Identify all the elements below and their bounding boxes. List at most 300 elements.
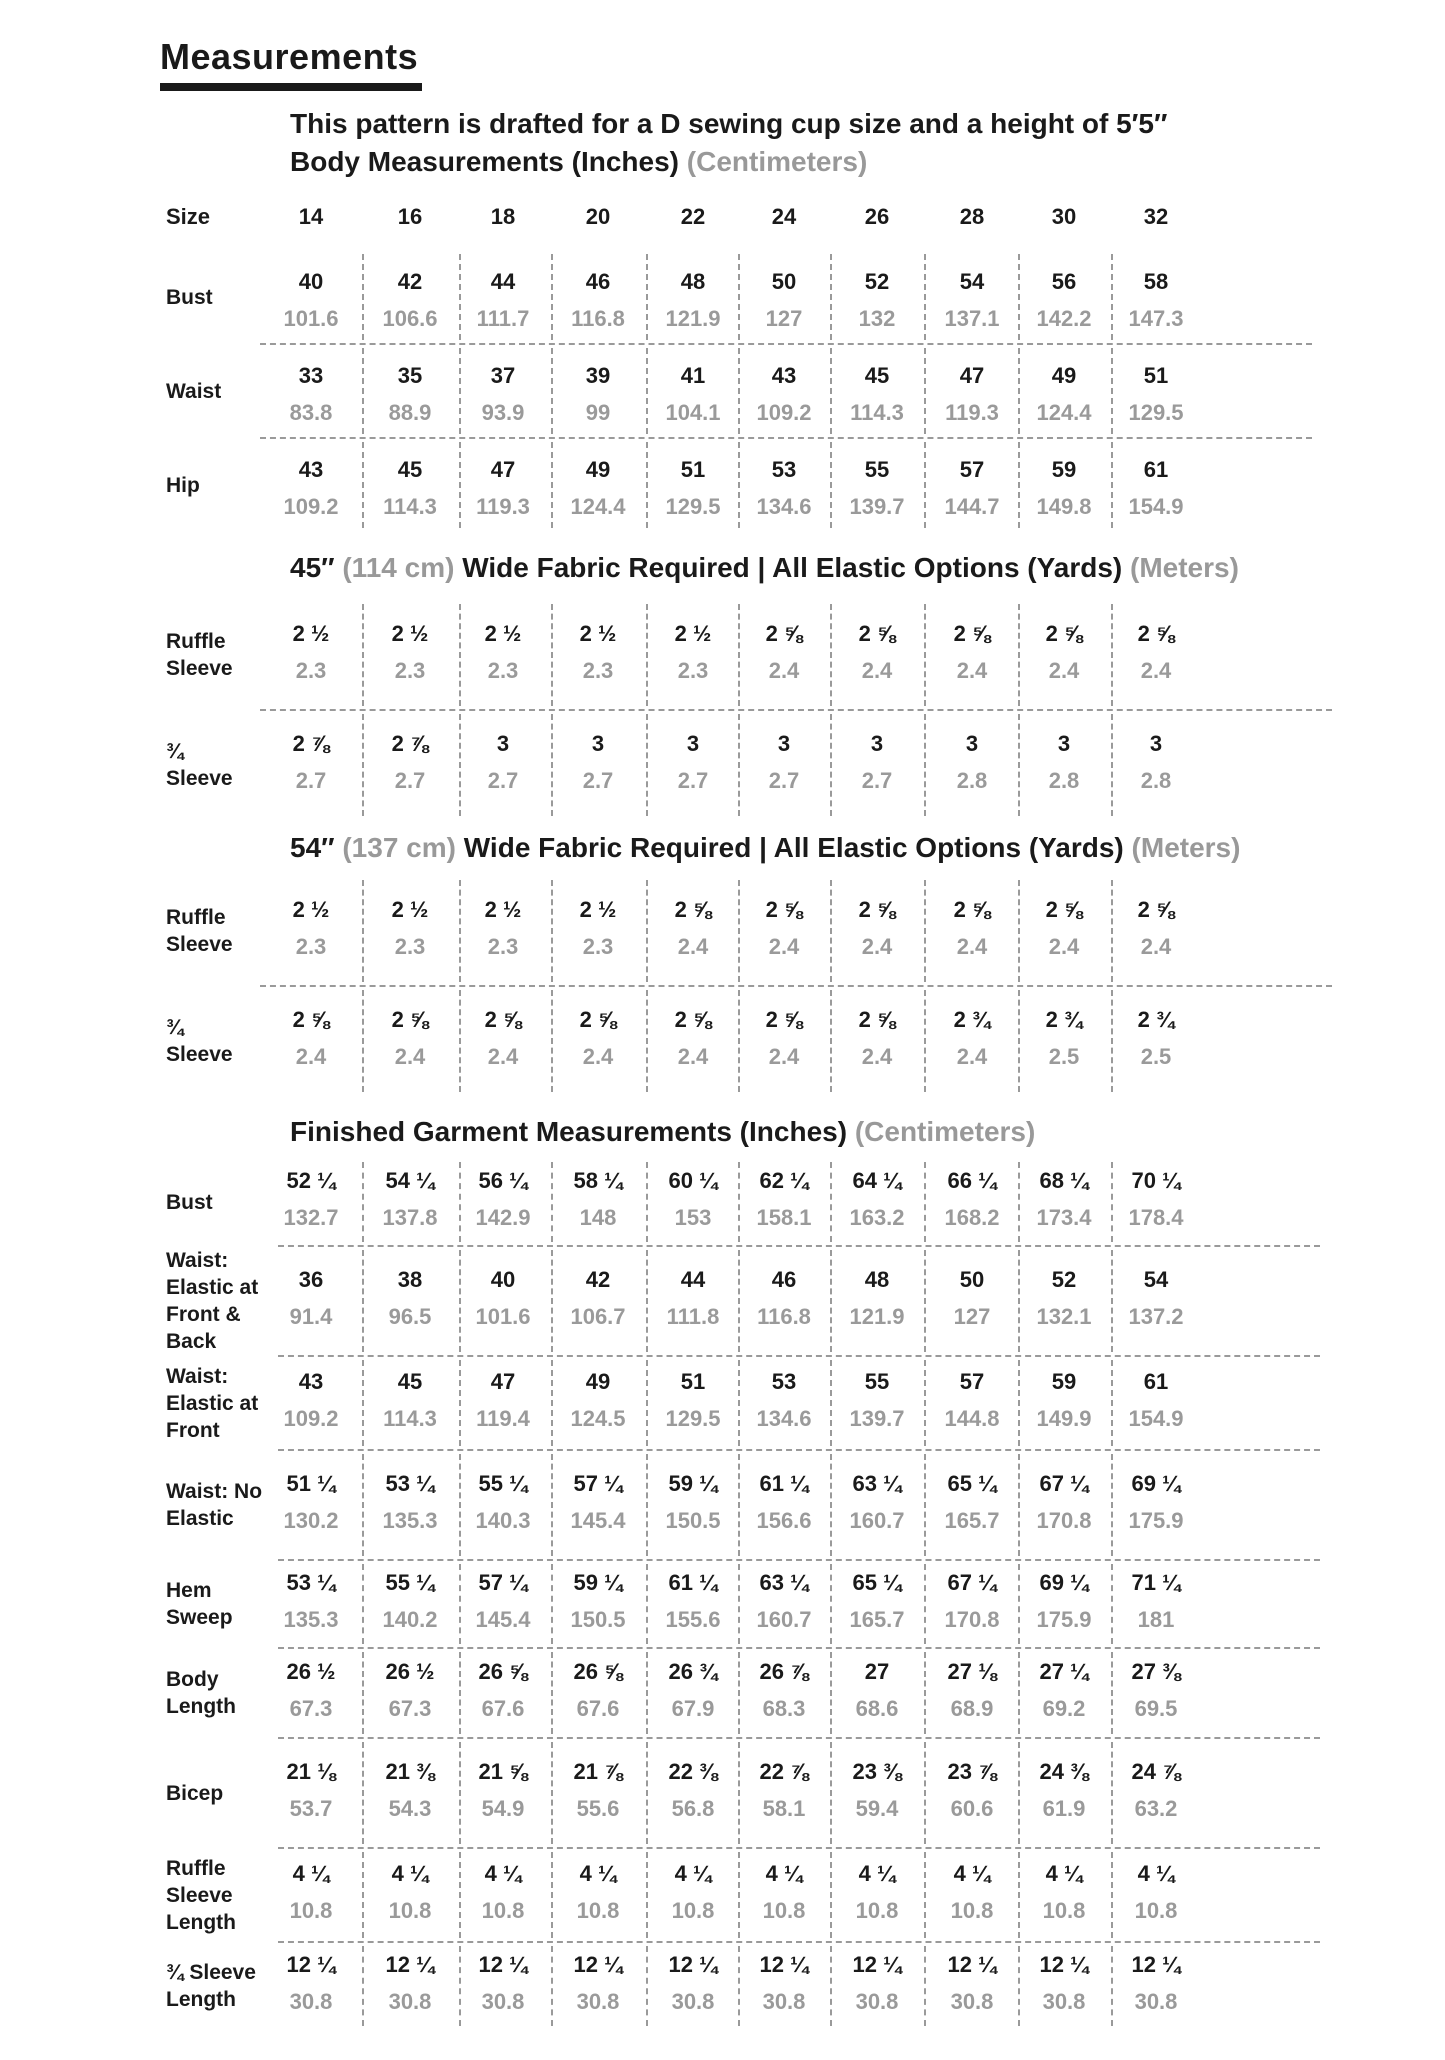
column-divider: [646, 880, 648, 982]
value-imperial: 22 ⅜: [668, 1759, 718, 1784]
column-divider: [646, 714, 648, 816]
value-imperial: 23 ⅞: [947, 1759, 997, 1784]
column-divider: [1018, 1360, 1020, 1446]
column-divider: [362, 1360, 364, 1446]
value-metric: 170.8: [944, 1607, 1000, 1632]
value-metric: 10.8: [762, 1898, 806, 1923]
value-imperial: 2 ½: [391, 897, 429, 922]
column-divider: [924, 254, 926, 340]
column-divider: [362, 880, 364, 982]
column-divider: [1111, 1652, 1113, 1734]
table-row: [160, 1848, 1260, 1942]
value-imperial: 2 ⅝: [858, 621, 896, 646]
value-metric: 137.8: [382, 1205, 438, 1230]
column-divider: [738, 1454, 740, 1556]
value-metric: 2.3: [487, 658, 519, 683]
value-metric: 2.4: [1140, 658, 1172, 683]
column-divider: [459, 1250, 461, 1352]
value-imperial: 64 ¼: [852, 1168, 902, 1193]
value-metric: 2.3: [295, 658, 327, 683]
value-imperial: 55: [864, 1369, 890, 1394]
column-divider: [646, 1564, 648, 1644]
value-imperial: 26 ½: [385, 1659, 435, 1684]
value-imperial: 3: [965, 731, 979, 756]
value-metric: 116.8: [757, 1304, 811, 1329]
value-metric: 178.4: [1128, 1205, 1184, 1230]
value-metric: 148: [579, 1205, 617, 1230]
value-imperial: 4 ¼: [579, 1861, 617, 1886]
column-divider: [362, 442, 364, 528]
value-metric: 116.8: [571, 306, 625, 331]
value-metric: 30.8: [762, 1989, 806, 2014]
value-metric: 30.8: [576, 1989, 620, 2014]
value-imperial: 26 ½: [286, 1659, 336, 1684]
row-label: Bust: [166, 285, 213, 309]
value-imperial: 2 ⅝: [391, 1007, 429, 1032]
value-imperial: 2 ⅞: [292, 731, 330, 756]
column-divider: [1111, 1162, 1113, 1242]
column-divider: [738, 1162, 740, 1242]
size-label: Size: [166, 204, 211, 229]
table-row: [160, 1942, 1260, 2030]
column-divider: [459, 1162, 461, 1242]
value-imperial: 4 ¼: [674, 1861, 712, 1886]
value-imperial: 2 ⅝: [292, 1007, 330, 1032]
column-divider: [362, 990, 364, 1092]
finished-title-main: Finished Garment Measurements (Inches): [290, 1116, 848, 1147]
value-imperial: 2 ¾: [1045, 1007, 1083, 1032]
row-label: Bicep: [166, 1781, 224, 1805]
column-divider: [646, 604, 648, 706]
value-metric: 119.3: [476, 494, 530, 519]
value-imperial: 3: [1057, 731, 1071, 756]
column-divider: [1111, 990, 1113, 1092]
value-imperial: 56: [1051, 269, 1077, 294]
table-row: [160, 1158, 1260, 1246]
value-metric: 2.4: [861, 934, 893, 959]
value-metric: 10.8: [388, 1898, 432, 1923]
value-imperial: 56 ¼: [478, 1168, 528, 1193]
column-divider: [1111, 714, 1113, 816]
row-label: Body Length: [166, 1668, 236, 1718]
value-imperial: 27 ⅛: [947, 1659, 997, 1684]
value-metric: 2.4: [956, 658, 988, 683]
fabric-54-title-text: Wide Fabric Required | All Elastic Options (Yards): [463, 832, 1124, 863]
value-imperial: 49: [585, 457, 611, 482]
column-divider: [459, 1360, 461, 1446]
column-divider: [924, 880, 926, 982]
value-imperial: 2 ⅝: [674, 897, 712, 922]
value-metric: 2.3: [487, 934, 519, 959]
column-divider: [1111, 1564, 1113, 1644]
value-metric: 30.8: [950, 1989, 994, 2014]
column-divider: [924, 442, 926, 528]
value-metric: 137.1: [944, 306, 1000, 331]
column-divider: [459, 442, 461, 528]
value-metric: 114.3: [383, 1406, 437, 1431]
column-divider: [830, 714, 832, 816]
value-metric: 158.1: [756, 1205, 812, 1230]
value-metric: 134.6: [756, 494, 812, 519]
body-measurements-title: [290, 146, 867, 178]
row-label: ¾ Sleeve: [166, 1016, 233, 1066]
column-divider: [551, 1564, 553, 1644]
value-imperial: 43: [771, 363, 797, 388]
value-metric: 10.8: [289, 1898, 333, 1923]
value-imperial: 36: [298, 1267, 324, 1292]
value-metric: 109.2: [283, 494, 339, 519]
value-imperial: 61 ¼: [668, 1570, 718, 1595]
value-imperial: 2 ⅝: [579, 1007, 617, 1032]
value-imperial: 12 ¼: [852, 1952, 902, 1977]
value-imperial: 12 ¼: [668, 1952, 718, 1977]
size-18: 18: [490, 204, 516, 229]
value-imperial: 26 ⅝: [478, 1659, 528, 1684]
value-metric: 30.8: [289, 1989, 333, 2014]
value-metric: 2.3: [677, 658, 709, 683]
value-metric: 10.8: [481, 1898, 525, 1923]
column-divider: [830, 1652, 832, 1734]
value-metric: 144.8: [944, 1406, 1000, 1431]
value-metric: 54.9: [481, 1796, 525, 1821]
value-imperial: 48: [864, 1267, 890, 1292]
value-imperial: 54: [959, 269, 985, 294]
row-label: Bust: [166, 1190, 213, 1214]
column-divider: [924, 1250, 926, 1352]
value-imperial: 59 ¼: [573, 1570, 623, 1595]
value-imperial: 24 ⅞: [1131, 1759, 1181, 1784]
column-divider: [830, 442, 832, 528]
column-divider: [459, 880, 461, 982]
table-row: [160, 1738, 1260, 1848]
value-imperial: 45: [397, 1369, 423, 1394]
column-divider: [1111, 1454, 1113, 1556]
value-metric: 135.3: [283, 1607, 339, 1632]
table-row: [160, 876, 1260, 986]
value-imperial: 44: [490, 269, 516, 294]
column-divider: [830, 1946, 832, 2026]
value-metric: 175.9: [1128, 1508, 1184, 1533]
value-metric: 2.4: [295, 1044, 327, 1069]
table-row: [160, 438, 1260, 532]
fabric-54-table: [160, 876, 1260, 1096]
column-divider: [1111, 348, 1113, 434]
column-divider: [738, 1946, 740, 2026]
column-divider: [924, 1652, 926, 1734]
column-divider: [1018, 1162, 1020, 1242]
fabric-54-width-cm: (137 cm): [342, 832, 456, 863]
value-metric: 165.7: [849, 1607, 905, 1632]
value-imperial: 33: [298, 363, 324, 388]
value-metric: 111.7: [476, 306, 530, 331]
value-metric: 2.4: [861, 658, 893, 683]
column-divider: [1018, 1742, 1020, 1844]
column-divider: [459, 714, 461, 816]
column-divider: [1111, 1742, 1113, 1844]
value-metric: 61.9: [1042, 1796, 1086, 1821]
value-metric: 2.4: [861, 1044, 893, 1069]
column-divider: [738, 1250, 740, 1352]
value-imperial: 3: [686, 731, 700, 756]
value-metric: 124.4: [1036, 400, 1092, 425]
column-divider: [362, 1852, 364, 1938]
value-metric: 106.6: [382, 306, 438, 331]
value-metric: 127: [953, 1304, 991, 1329]
value-imperial: 12 ¼: [478, 1952, 528, 1977]
value-metric: 119.4: [476, 1406, 530, 1431]
value-imperial: 57: [959, 457, 985, 482]
column-divider: [459, 604, 461, 706]
column-divider: [551, 1250, 553, 1352]
value-imperial: 53 ¼: [286, 1570, 336, 1595]
value-imperial: 27 ⅜: [1131, 1659, 1181, 1684]
value-imperial: 59 ¼: [668, 1471, 718, 1496]
column-divider: [459, 348, 461, 434]
value-metric: 2.4: [1140, 934, 1172, 959]
fabric-54-width: 54″: [290, 832, 335, 863]
value-metric: 145.4: [475, 1607, 531, 1632]
value-imperial: 41: [680, 363, 706, 388]
body-title-main: Body Measurements (Inches): [290, 146, 679, 177]
value-metric: 135.3: [382, 1508, 438, 1533]
value-imperial: 43: [298, 457, 324, 482]
value-imperial: 44: [680, 1267, 706, 1292]
column-divider: [362, 1946, 364, 2026]
value-metric: 30.8: [481, 1989, 525, 2014]
value-metric: 114.3: [850, 400, 904, 425]
value-metric: 67.6: [576, 1696, 620, 1721]
value-metric: 55.6: [576, 1796, 620, 1821]
column-divider: [924, 1564, 926, 1644]
value-metric: 2.7: [861, 768, 893, 793]
value-metric: 2.7: [295, 768, 327, 793]
column-divider: [459, 1852, 461, 1938]
column-divider: [646, 442, 648, 528]
value-metric: 2.8: [1140, 768, 1172, 793]
value-metric: 2.5: [1048, 1044, 1080, 1069]
size-28: 28: [959, 204, 985, 229]
value-imperial: 2 ⅝: [1137, 621, 1175, 646]
value-imperial: 54 ¼: [385, 1168, 435, 1193]
value-metric: 69.2: [1042, 1696, 1086, 1721]
column-divider: [1111, 1250, 1113, 1352]
value-metric: 2.4: [1048, 934, 1080, 959]
column-divider: [551, 348, 553, 434]
value-imperial: 47: [959, 363, 985, 388]
column-divider: [830, 1250, 832, 1352]
value-imperial: 51 ¼: [286, 1471, 336, 1496]
value-metric: 68.3: [762, 1696, 806, 1721]
value-imperial: 46: [585, 269, 611, 294]
column-divider: [362, 1250, 364, 1352]
finished-measurements-title: [290, 1116, 1035, 1148]
table-row: [160, 1356, 1260, 1450]
size-header-row: [160, 198, 1360, 238]
value-imperial: 4 ¼: [292, 1861, 330, 1886]
column-divider: [924, 1360, 926, 1446]
value-metric: 134.6: [756, 1406, 812, 1431]
value-metric: 154.9: [1128, 1406, 1184, 1431]
column-divider: [646, 1652, 648, 1734]
row-label: Waist: Elastic at Front & Back: [166, 1249, 259, 1353]
page-title: Measurements: [160, 36, 419, 77]
value-imperial: 43: [298, 1369, 324, 1394]
value-imperial: 3: [777, 731, 791, 756]
value-imperial: 2 ¾: [1137, 1007, 1175, 1032]
column-divider: [362, 1564, 364, 1644]
table-row: [160, 710, 1260, 820]
value-metric: 150.5: [570, 1607, 626, 1632]
value-metric: 170.8: [1036, 1508, 1092, 1533]
value-imperial: 45: [864, 363, 890, 388]
column-divider: [830, 1852, 832, 1938]
value-metric: 144.7: [944, 494, 1000, 519]
table-row: [160, 600, 1260, 710]
value-metric: 30.8: [1042, 1989, 1086, 2014]
value-imperial: 35: [397, 363, 423, 388]
value-imperial: 2 ⅞: [391, 731, 429, 756]
column-divider: [924, 990, 926, 1092]
value-imperial: 49: [1051, 363, 1077, 388]
value-metric: 139.7: [849, 1406, 905, 1431]
value-metric: 119.3: [945, 400, 999, 425]
size-20: 20: [585, 204, 611, 229]
value-metric: 132.1: [1036, 1304, 1092, 1329]
row-label: Ruffle Sleeve: [166, 906, 233, 956]
column-divider: [924, 1946, 926, 2026]
value-imperial: 26 ¾: [668, 1659, 718, 1684]
row-label: Ruffle Sleeve Length: [166, 1856, 236, 1934]
value-imperial: 55 ¼: [385, 1570, 435, 1595]
value-imperial: 46: [771, 1267, 797, 1292]
value-metric: 132.7: [283, 1205, 339, 1230]
value-metric: 2.7: [487, 768, 519, 793]
column-divider: [924, 1162, 926, 1242]
value-imperial: 51: [1143, 363, 1169, 388]
value-imperial: 42: [585, 1267, 611, 1292]
row-label: Hem Sweep: [166, 1579, 233, 1629]
value-metric: 30.8: [388, 1989, 432, 2014]
column-divider: [924, 714, 926, 816]
column-divider: [459, 990, 461, 1092]
value-metric: 63.2: [1134, 1796, 1178, 1821]
value-metric: 104.1: [665, 400, 721, 425]
value-imperial: 2 ½: [391, 621, 429, 646]
column-divider: [1018, 714, 1020, 816]
value-metric: 153: [674, 1205, 712, 1230]
value-imperial: 66 ¼: [947, 1168, 997, 1193]
value-metric: 10.8: [671, 1898, 715, 1923]
fabric-54-title-alt: (Meters): [1131, 832, 1241, 863]
column-divider: [1018, 1454, 1020, 1556]
value-metric: 139.7: [849, 494, 905, 519]
value-imperial: 21 ⅛: [286, 1759, 336, 1784]
table-row: [160, 986, 1260, 1096]
value-imperial: 52: [864, 269, 890, 294]
fabric-45-width-cm: (114 cm): [342, 552, 455, 583]
column-divider: [1111, 1360, 1113, 1446]
value-metric: 121.9: [665, 306, 721, 331]
value-metric: 58.1: [762, 1796, 806, 1821]
column-divider: [551, 604, 553, 706]
value-metric: 149.9: [1036, 1406, 1092, 1431]
value-metric: 56.8: [671, 1796, 715, 1821]
value-imperial: 2 ⅝: [674, 1007, 712, 1032]
value-metric: 54.3: [388, 1796, 432, 1821]
value-imperial: 2 ⅝: [765, 621, 803, 646]
value-imperial: 67 ¼: [947, 1570, 997, 1595]
value-metric: 124.5: [570, 1406, 626, 1431]
column-divider: [551, 254, 553, 340]
value-imperial: 2 ½: [674, 621, 712, 646]
value-imperial: 27 ¼: [1039, 1659, 1089, 1684]
column-divider: [362, 254, 364, 340]
value-imperial: 54: [1143, 1267, 1169, 1292]
value-metric: 168.2: [944, 1205, 1000, 1230]
value-imperial: 2 ⅝: [953, 621, 991, 646]
value-imperial: 53: [771, 1369, 797, 1394]
value-imperial: 55: [864, 457, 890, 482]
value-metric: 10.8: [855, 1898, 899, 1923]
value-imperial: 12 ¼: [1039, 1952, 1089, 1977]
column-divider: [1018, 990, 1020, 1092]
value-imperial: 40: [298, 269, 324, 294]
value-metric: 2.5: [1140, 1044, 1172, 1069]
column-divider: [1018, 442, 1020, 528]
value-metric: 149.8: [1036, 494, 1092, 519]
value-metric: 124.4: [570, 494, 626, 519]
value-imperial: 51: [680, 1369, 706, 1394]
value-imperial: 2 ⅝: [858, 897, 896, 922]
value-imperial: 2 ¾: [953, 1007, 991, 1032]
size-30: 30: [1051, 204, 1077, 229]
value-metric: 142.9: [475, 1205, 531, 1230]
value-imperial: 22 ⅞: [759, 1759, 809, 1784]
table-row: [160, 344, 1260, 438]
value-metric: 109.2: [283, 1406, 339, 1431]
value-imperial: 53: [771, 457, 797, 482]
value-metric: 2.3: [582, 658, 614, 683]
column-divider: [646, 990, 648, 1092]
value-imperial: 27: [864, 1659, 890, 1684]
value-metric: 2.4: [956, 934, 988, 959]
value-metric: 160.7: [849, 1508, 905, 1533]
value-metric: 67.3: [289, 1696, 333, 1721]
value-metric: 69.5: [1134, 1696, 1178, 1721]
column-divider: [362, 348, 364, 434]
value-metric: 91.4: [289, 1304, 333, 1329]
value-imperial: 48: [680, 269, 706, 294]
body-measurements-table: [160, 250, 1260, 532]
column-divider: [1111, 442, 1113, 528]
value-metric: 173.4: [1036, 1205, 1092, 1230]
value-imperial: 63 ¼: [759, 1570, 809, 1595]
column-divider: [738, 348, 740, 434]
fabric-45-title-text: Wide Fabric Required | All Elastic Options (Yards): [462, 552, 1123, 583]
column-divider: [924, 604, 926, 706]
value-imperial: 12 ¼: [1131, 1952, 1181, 1977]
column-divider: [459, 254, 461, 340]
column-divider: [551, 1652, 553, 1734]
value-imperial: 23 ⅜: [852, 1759, 902, 1784]
value-imperial: 50: [771, 269, 797, 294]
value-metric: 83.8: [289, 400, 333, 425]
column-divider: [1018, 1946, 1020, 2026]
finished-title-alt: (Centimeters): [854, 1116, 1036, 1147]
column-divider: [646, 1360, 648, 1446]
value-imperial: 37: [490, 363, 516, 388]
value-metric: 181: [1137, 1607, 1175, 1632]
